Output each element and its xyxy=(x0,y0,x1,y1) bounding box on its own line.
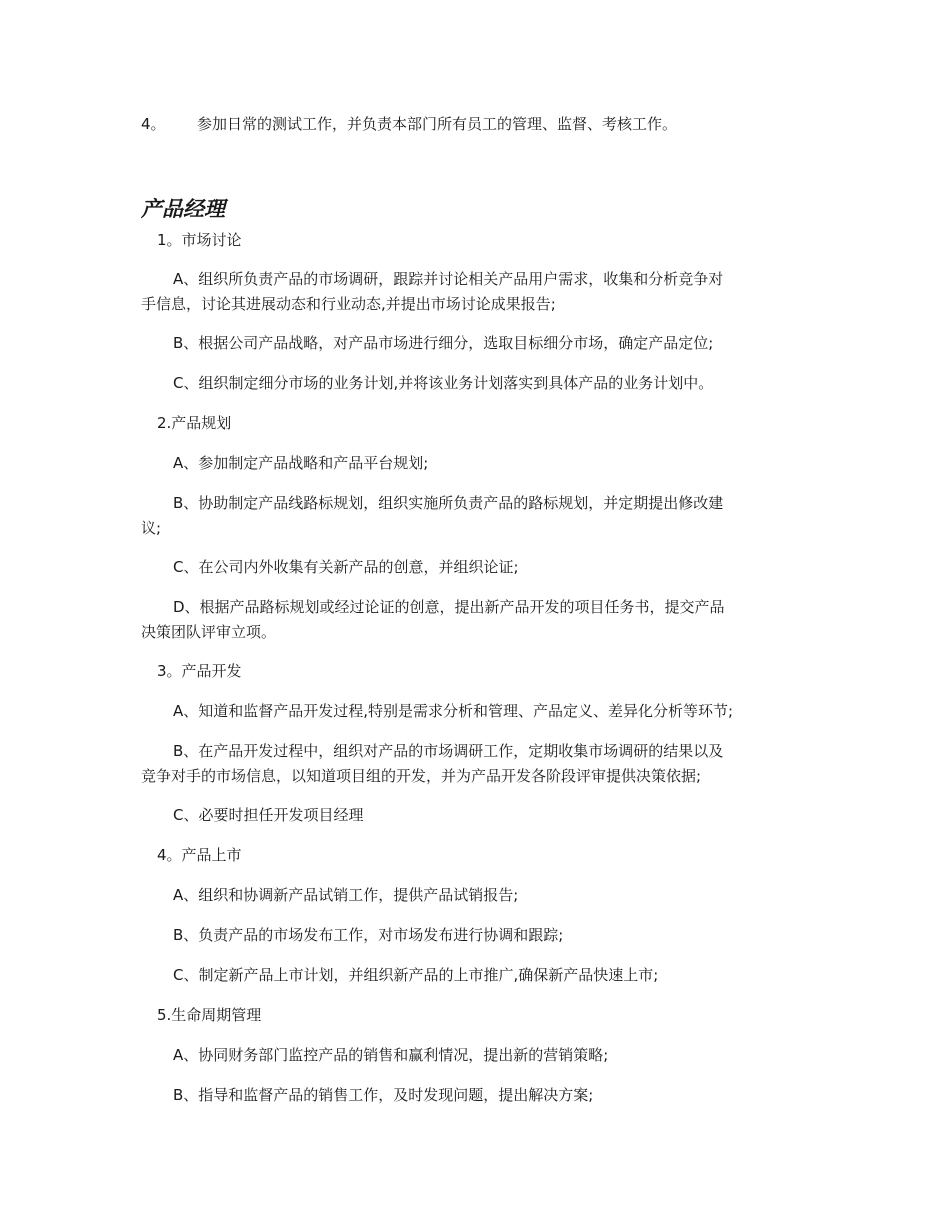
paragraph-line: 议; xyxy=(141,519,162,537)
intro-item-text: 参加日常的测试工作，并负责本部门所有员工的管理、监督、考核工作。 xyxy=(197,115,678,133)
paragraph-line: B、负责产品的市场发布工作，对市场发布进行协调和跟踪; xyxy=(173,926,564,944)
paragraph-line: D、根据产品路标规划或经过论证的创意，提出新产品开发的项目任务书，提交产品 xyxy=(173,598,725,616)
paragraph-line: A、参加制定产品战略和产品平台规划; xyxy=(173,454,429,472)
paragraph-line: 决策团队评审立项。 xyxy=(141,623,277,641)
section-title: 产品经理 xyxy=(141,196,225,221)
subsection-heading-product-launch: 4。产品上市 xyxy=(157,846,242,864)
paragraph-line: A、协同财务部门监控产品的销售和赢利情况，提出新的营销策略; xyxy=(173,1046,609,1064)
paragraph-line: A、组织和协调新产品试销工作，提供产品试销报告; xyxy=(173,886,519,904)
intro-item-number: 4。 xyxy=(141,115,166,133)
paragraph-line: C、制定新产品上市计划，并组织新产品的上市推广,确保新产品快速上市; xyxy=(173,966,659,984)
paragraph-line: B、在产品开发过程中，组织对产品的市场调研工作，定期收集市场调研的结果以及 xyxy=(173,742,724,760)
subsection-heading-market-research: 1。市场讨论 xyxy=(157,231,242,249)
subsection-heading-lifecycle-management: 5.生命周期管理 xyxy=(157,1006,262,1024)
subsection-heading-product-development: 3。产品开发 xyxy=(157,662,242,680)
paragraph-line: B、根据公司产品战略，对产品市场进行细分，选取目标细分市场，确定产品定位; xyxy=(173,334,714,352)
paragraph-line: C、组织制定细分市场的业务计划,并将该业务计划落实到具体产品的业务计划中。 xyxy=(173,374,714,392)
paragraph-line: 手信息，讨论其进展动态和行业动态,并提出市场讨论成果报告; xyxy=(141,295,556,313)
paragraph-line: B、指导和监督产品的销售工作，及时发现问题，提出解决方案; xyxy=(173,1086,594,1104)
subsection-heading-product-planning: 2.产品规划 xyxy=(157,414,232,432)
paragraph-line: 竞争对手的市场信息，以知道项目组的开发，并为产品开发各阶段评审提供决策依据; xyxy=(141,767,702,785)
paragraph-line: B、协助制定产品线路标规划，组织实施所负责产品的路标规划，并定期提出修改建 xyxy=(173,494,724,512)
paragraph-line: C、在公司内外收集有关新产品的创意，并组织论证; xyxy=(173,558,519,576)
paragraph-line: C、必要时担任开发项目经理 xyxy=(173,806,364,824)
paragraph-line: A、知道和监督产品开发过程,特别是需求分析和管理、产品定义、差异化分析等环节; xyxy=(173,702,734,720)
paragraph-line: A、组织所负责产品的市场调研，跟踪并讨论相关产品用户需求，收集和分析竞争对 xyxy=(173,270,724,288)
